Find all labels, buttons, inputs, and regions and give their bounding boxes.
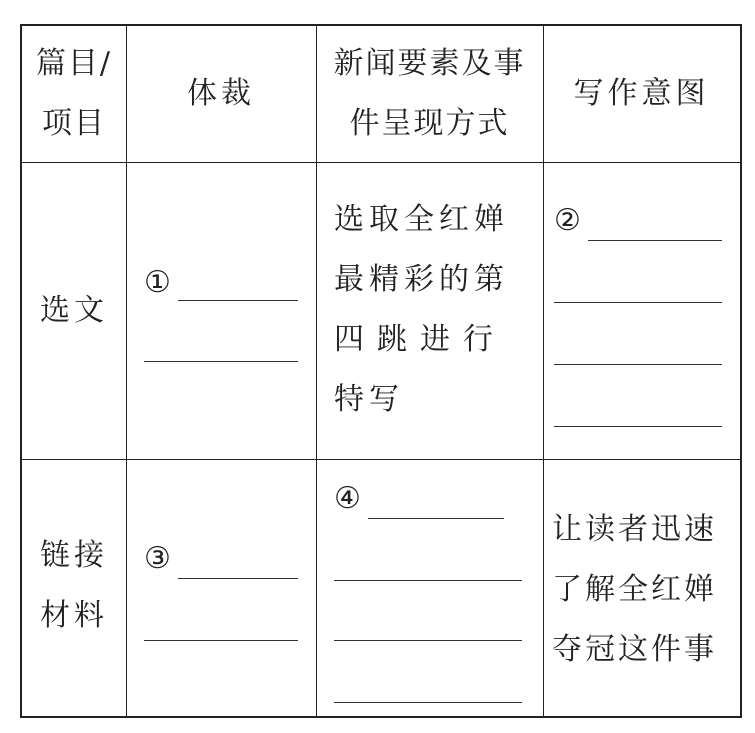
row-label-linked-material [22,526,126,646]
answer-blank-4a[interactable] [368,518,504,519]
row-label-text: 材料 [40,598,108,633]
answer-blank-4d[interactable] [334,702,522,703]
blank-marker-3: ③ [144,541,171,576]
row-label-text: 链接 [40,538,108,573]
row1-elements-text [334,190,539,430]
header-item-project [22,34,126,154]
header-text: 写作意图 [573,76,710,111]
cell-text-line: 四跳进行 [334,322,506,357]
cell-text-line: 了解全红婵 [552,572,717,607]
header-news-elements [316,34,543,154]
cell-text-line: 夺冠这件事 [552,632,717,667]
cell-text-line: 选取全红婵 [334,202,509,237]
row-divider [22,162,740,163]
blank-marker-2: ② [554,203,581,238]
answer-blank-2d[interactable] [554,426,722,427]
header-text: 项目 [42,106,106,141]
answer-blank-3b[interactable] [144,640,298,641]
header-text: 新闻要素及事 [333,46,526,81]
header-genre [126,64,316,124]
cell-text-line: 特写 [334,382,404,417]
answer-blank-4c[interactable] [334,640,522,641]
header-text: 体裁 [187,76,255,111]
answer-blank-2b[interactable] [554,302,722,303]
row-label-text: 选文 [40,293,108,328]
answer-blank-1a[interactable] [178,300,298,301]
answer-blank-2a[interactable] [588,240,722,241]
blank-marker-4: ④ [334,481,361,516]
column-divider [543,26,544,716]
header-text: 篇目/ [35,46,113,81]
question-table [20,24,742,718]
cell-text-line: 最精彩的第 [334,262,509,297]
answer-blank-4b[interactable] [334,580,522,581]
answer-blank-3a[interactable] [178,578,298,579]
row-label-selected-text [22,281,126,341]
header-text: 件呈现方式 [349,106,510,141]
cell-text-line: 让读者迅速 [552,512,717,547]
row2-intent-text [552,500,740,680]
answer-blank-1b[interactable] [144,361,298,362]
answer-blank-2c[interactable] [554,364,722,365]
blank-marker-1: ① [144,265,171,300]
column-divider [126,26,127,716]
header-writing-intent [543,64,740,124]
row-divider [22,459,740,460]
